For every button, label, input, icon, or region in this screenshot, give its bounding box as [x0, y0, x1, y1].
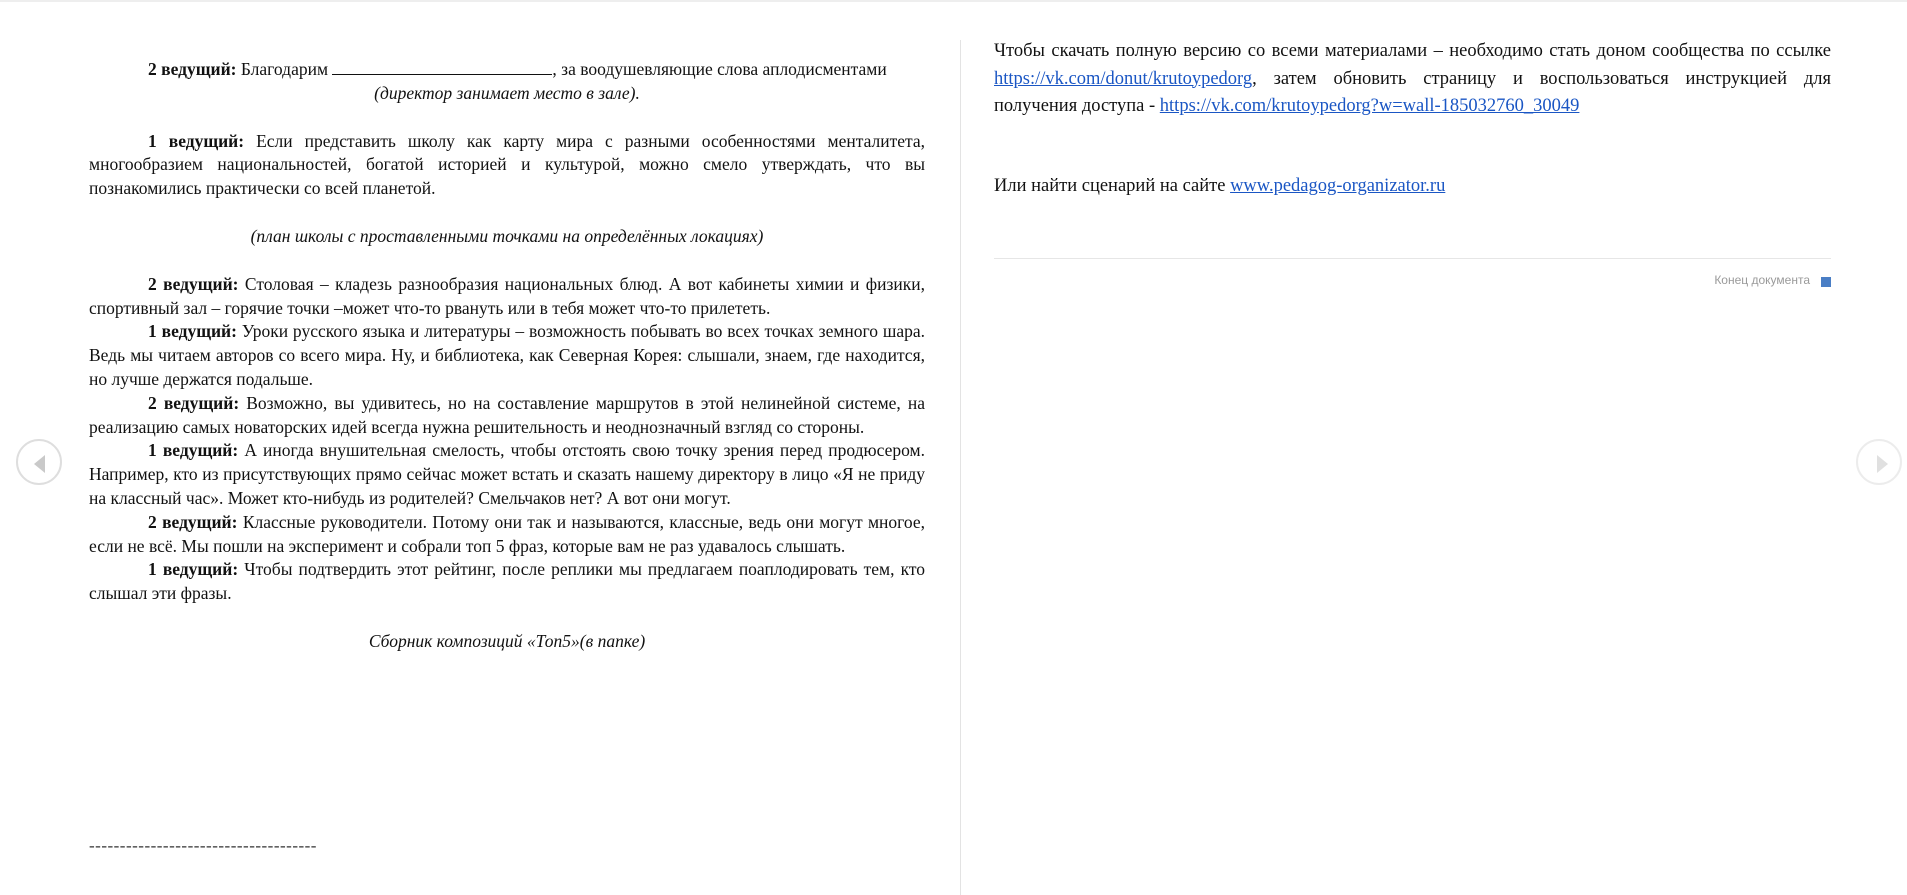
donut-link[interactable]: https://vk.com/donut/krutoypedorg	[994, 68, 1253, 89]
paragraph-2: 1 ведущий: Если представить школу как карту мира с разными особенностями менталитета, многообразием национальностей, богатой историей и культурой, можно смело утверждать, что вы познакомились практически со всей планетой.	[89, 130, 926, 199]
paragraph-7: 2 ведущий: Классные руководители. Потому они так и называются, классные, ведь они могут многое, если не всё. Мы пошли на эксперимент и собрали топ 5 фраз, которые вам не раз удавалось слышать.	[89, 511, 926, 556]
speaker-label: 2 ведущий:	[148, 59, 237, 79]
speaker-label: 2 ведущий:	[148, 511, 238, 532]
paragraph-8: 1 ведущий: Чтобы подтвердить этот рейтинг, после реплики мы предлагаем поаплодировать тем, кто слышал эти фразы.	[89, 559, 926, 604]
paragraph-4: 1 ведущий: Уроки русского языка и литературы – возможность побывать во всех точках земного шара. Ведь мы читаем авторов со всего мира. Ну, и библиотека, как Северная Корея: слышали, знаем, где находится, но лучше держатся подальше.	[89, 321, 926, 389]
speaker-label: 2 ведущий:	[148, 392, 240, 413]
document-page-left	[89, 58, 925, 654]
speaker-label: 1 ведущий:	[148, 440, 239, 461]
stage-direction-2: (план школы с проставленными точками на определённых локациях)	[250, 225, 764, 246]
page-divider	[960, 40, 961, 895]
next-page-button[interactable]	[1856, 439, 1902, 485]
end-of-document-label: Конец документа	[1714, 273, 1810, 287]
paragraph-1: 2 ведущий: Благодарим , за воодушевляющие слова аплодисментами	[148, 59, 887, 79]
speaker-label: 1 ведущий:	[148, 321, 237, 342]
paragraph-6: 1 ведущий: А иногда внушительная смелость, чтобы отстоять свою точку зрения перед продюсером. Например, кто из присутствующих прямо сейчас может встать и сказать нашему директору в лицо «Я не приду на классный час». Может кто-нибудь из родителей? Смельчаков нет? А вот они могут.	[89, 440, 925, 508]
speaker-label: 2 ведущий:	[148, 273, 239, 294]
paragraph-5: 2 ведущий: Возможно, вы удивитесь, но на составление маршрутов в этой нелинейной системе, на реализацию самых новаторских идей всегда нужна решительность и неоднозначный взгляд со стороны.	[89, 392, 925, 437]
speaker-label: 1 ведущий:	[148, 130, 245, 151]
end-rule	[994, 258, 1831, 259]
wall-post-link[interactable]: https://vk.com/krutoypedorg?w=wall-185032760_30049	[1159, 96, 1580, 116]
chevron-left-icon	[18, 441, 64, 487]
dashed-separator: -------------------------------------	[89, 836, 317, 855]
site-link[interactable]: www.pedagog-organizator.ru	[1230, 175, 1446, 196]
document-page-right	[994, 38, 1831, 200]
stage-direction-3: Сборник композиций «Топ5»(в папке)	[368, 630, 646, 651]
chevron-right-icon	[1858, 441, 1904, 487]
site-reference: Или найти сценарий на сайте www.pedagog-organizator.ru	[994, 175, 1446, 196]
prev-page-button[interactable]	[16, 439, 62, 485]
end-marker-icon	[1821, 277, 1831, 287]
download-instructions: Чтобы скачать полную версию со всеми материалами – необходимо стать доном сообщества по ссылке https://vk.com/donut/krutoypedorg, затем обновить страницу и воспользоваться инструкцией для получения доступа - https://vk.com/krutoypedorg?w=wall-185032760_30049	[994, 41, 1831, 116]
paragraph-3: 2 ведущий: Столовая – кладезь разнообразия национальных блюд. А вот кабинеты химии и физики, спортивный зал – горячие точки –может что-то рвануть или в тебя может что-то прилететь.	[89, 273, 925, 318]
speaker-label: 1 ведущий:	[148, 559, 239, 580]
stage-direction-1: (директор занимает место в зале).	[374, 82, 640, 103]
blank-line	[332, 60, 552, 75]
top-border	[0, 0, 1907, 2]
